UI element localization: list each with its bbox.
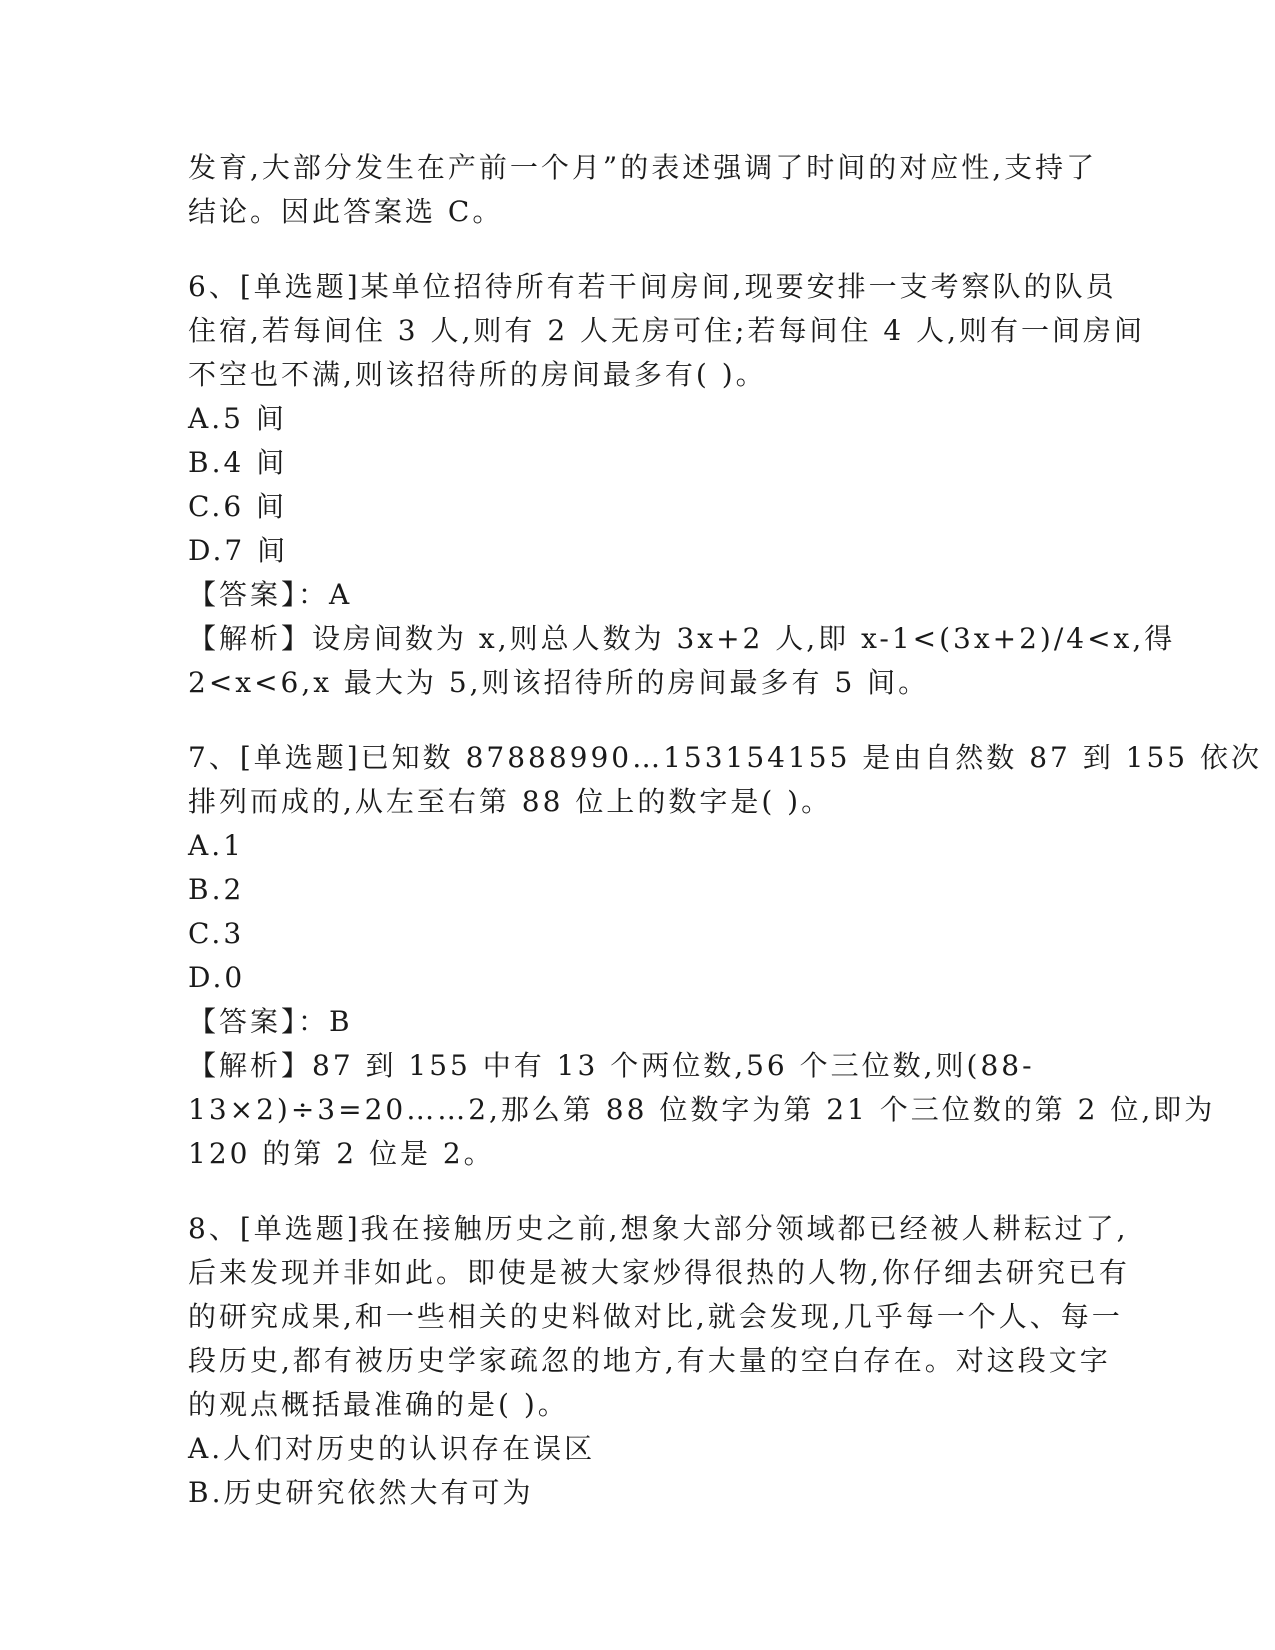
- option-d: D.7 间: [188, 534, 289, 567]
- option-c: C.6 间: [188, 490, 288, 523]
- option-a: A.人们对历史的认识存在误区: [188, 1432, 596, 1465]
- analysis-line: 【解析】87 到 155 中有 13 个两位数,56 个三位数,则(88-: [188, 1049, 1035, 1082]
- option-b: B.2: [188, 873, 245, 906]
- question-stem-line: 排列而成的,从左至右第 88 位上的数字是( )。: [188, 785, 833, 818]
- question-stem-line: 后来发现并非如此。即使是被大家炒得很热的人物,你仔细去研究已有: [188, 1256, 1130, 1289]
- answer-line: 【答案】：B: [188, 1005, 353, 1038]
- question-stem-line: 7、[单选题]已知数 87888990…153154155 是由自然数 87 到 155 依次: [188, 741, 1262, 774]
- document-page: [188, 146, 1262, 1515]
- analysis-line: 2<x<6,x 最大为 5,则该招待所的房间最多有 5 间。: [188, 666, 930, 699]
- question-stem-line: 的研究成果,和一些相关的史料做对比,就会发现,几乎每一个人、每一: [188, 1300, 1123, 1333]
- question-stem-line: 段历史,都有被历史学家疏忽的地方,有大量的空白存在。对这段文字: [188, 1344, 1111, 1377]
- option-a: A.1: [188, 829, 244, 862]
- answer-line: 【答案】：A: [188, 578, 353, 611]
- analysis-line: 120 的第 2 位是 2。: [188, 1137, 495, 1170]
- question-6: [188, 265, 1176, 705]
- question-7: [188, 736, 1262, 1176]
- question-8: [188, 1207, 1130, 1515]
- text-line: 结论。因此答案选 C。: [188, 195, 504, 228]
- option-c: C.3: [188, 917, 245, 950]
- analysis-line: 13×2)÷3=20……2,那么第 88 位数字为第 21 个三位数的第 2 位,即为: [188, 1093, 1216, 1126]
- option-d: D.0: [188, 961, 246, 994]
- text-line: 发育,大部分发生在产前一个月”的表述强调了时间的对应性,支持了: [188, 151, 1098, 184]
- question-stem-line: 不空也不满,则该招待所的房间最多有( )。: [188, 358, 767, 391]
- question-stem-line: 6、[单选题]某单位招待所有若干间房间,现要安排一支考察队的队员: [188, 270, 1117, 303]
- option-a: A.5 间: [188, 402, 287, 435]
- option-b: B.历史研究依然大有可为: [188, 1476, 534, 1509]
- question-stem-line: 8、[单选题]我在接触历史之前,想象大部分领域都已经被人耕耘过了,: [188, 1212, 1129, 1245]
- question-stem-line: 住宿,若每间住 3 人,则有 2 人无房可住;若每间住 4 人,则有一间房间: [188, 314, 1145, 347]
- previous-explanation: [188, 146, 1098, 234]
- question-stem-line: 的观点概括最准确的是( )。: [188, 1388, 569, 1421]
- analysis-line: 【解析】设房间数为 x,则总人数为 3x+2 人,即 x-1<(3x+2)/4<x,得: [188, 622, 1176, 655]
- option-b: B.4 间: [188, 446, 288, 479]
